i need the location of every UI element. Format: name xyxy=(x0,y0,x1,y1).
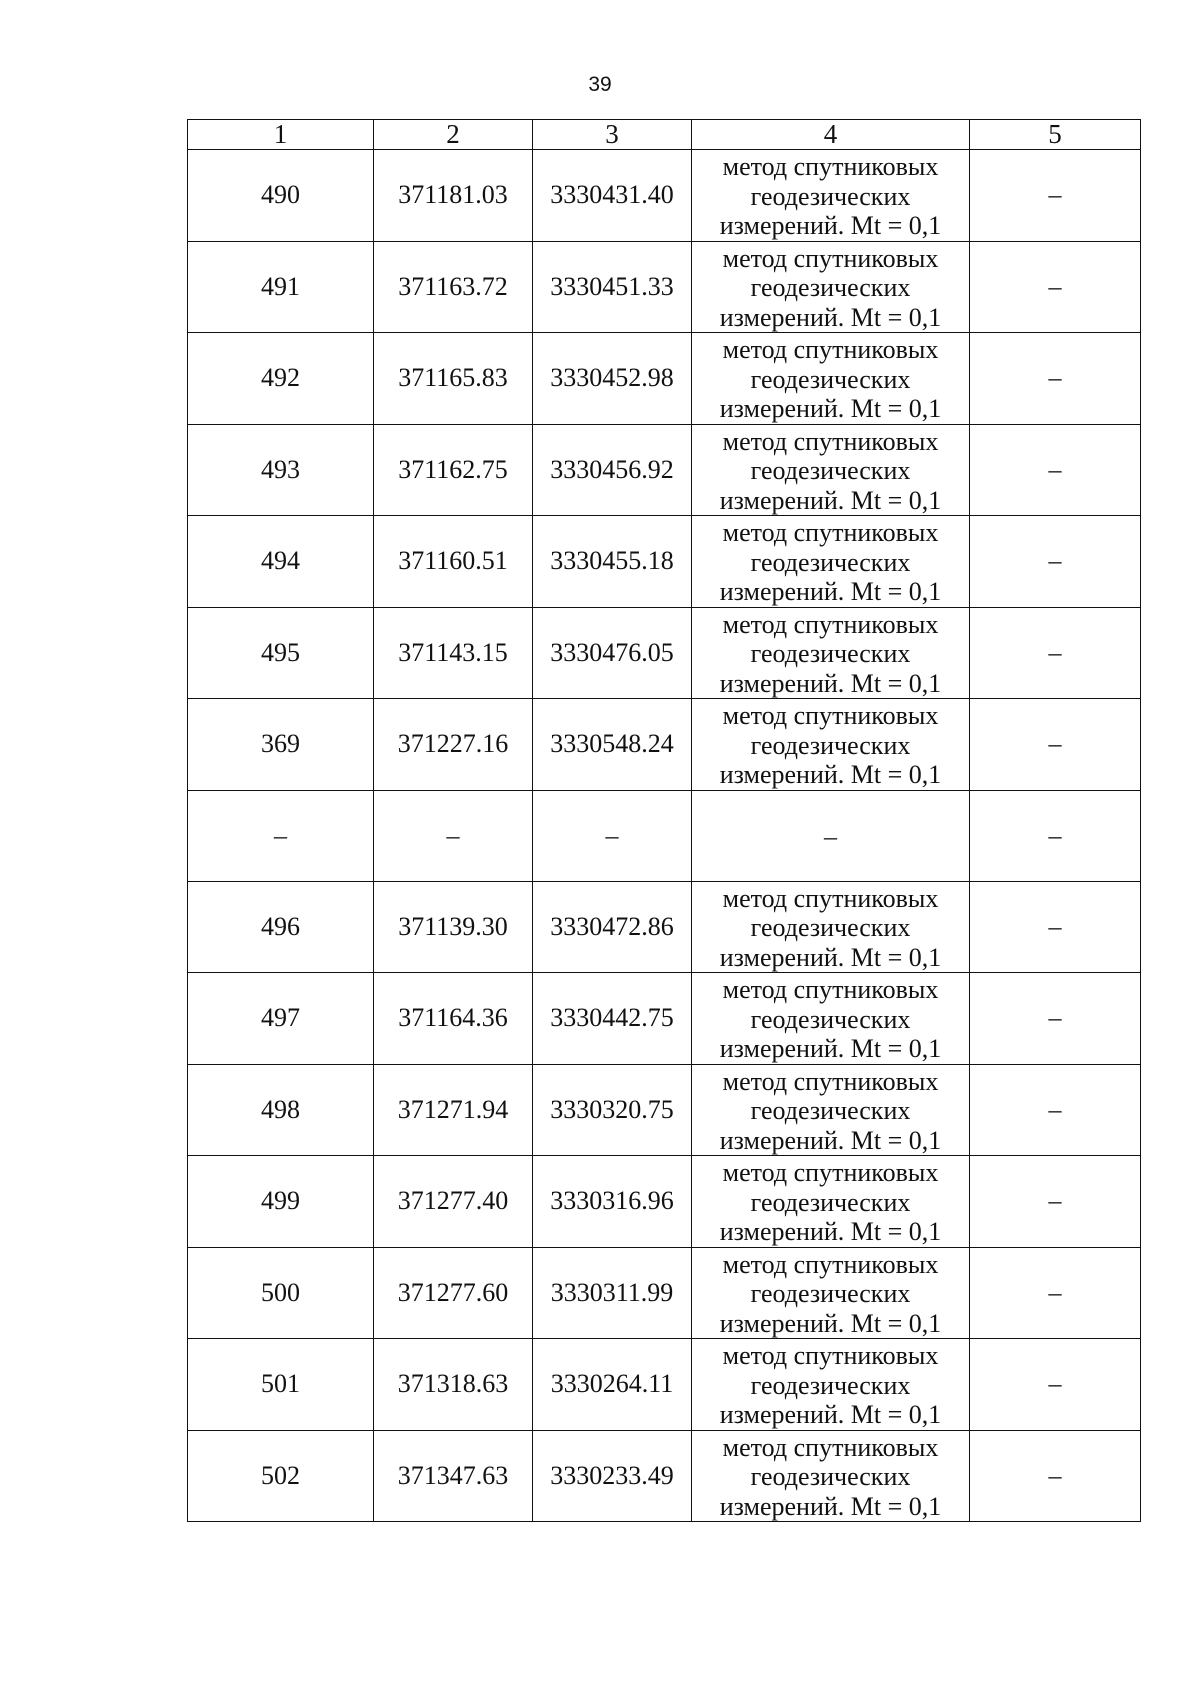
point-number-cell: 493 xyxy=(188,424,374,516)
note-cell: – xyxy=(970,150,1141,242)
x-coordinate-cell: 371160.51 xyxy=(374,516,533,608)
point-number-cell: 490 xyxy=(188,150,374,242)
x-coordinate-cell: 371163.72 xyxy=(374,241,533,333)
column-header-1: 1 xyxy=(188,120,374,150)
note-cell: – xyxy=(970,1339,1141,1431)
note-cell: – xyxy=(970,333,1141,425)
y-coordinate-cell: 3330451.33 xyxy=(533,241,692,333)
point-number-cell: 500 xyxy=(188,1247,374,1339)
note-cell: – xyxy=(970,973,1141,1065)
method-text: метод спутниковых геодезических измерений. Mt = 0,1 xyxy=(719,701,942,789)
table-row xyxy=(188,1156,1141,1248)
note-cell: – xyxy=(970,1064,1141,1156)
method-text: метод спутниковых геодезических измерений. Mt = 0,1 xyxy=(719,1249,942,1338)
method-cell xyxy=(692,790,970,881)
column-header-2: 2 xyxy=(374,120,533,150)
y-coordinate-cell: 3330442.75 xyxy=(533,973,692,1065)
y-coordinate-cell: 3330472.86 xyxy=(533,881,692,973)
table-row xyxy=(188,333,1141,425)
method-cell xyxy=(692,333,970,425)
note-cell: – xyxy=(970,607,1141,699)
point-number-cell: 499 xyxy=(188,1156,374,1248)
table-row xyxy=(188,607,1141,699)
point-number-cell: 369 xyxy=(188,699,374,791)
column-header-4: 4 xyxy=(692,120,970,150)
x-coordinate-cell: 371139.30 xyxy=(374,881,533,973)
column-header-3: 3 xyxy=(533,120,692,150)
method-text: метод спутниковых геодезических измерений. Mt = 0,1 xyxy=(719,426,942,515)
point-number-cell: – xyxy=(188,790,374,881)
table-row xyxy=(188,1430,1141,1522)
table-row xyxy=(188,1247,1141,1339)
table-row xyxy=(188,699,1141,791)
method-text: метод спутниковых геодезических измерений. Mt = 0,1 xyxy=(719,883,942,972)
point-number-cell: 502 xyxy=(188,1430,374,1522)
method-cell xyxy=(692,607,970,699)
note-cell: – xyxy=(970,241,1141,333)
y-coordinate-cell: 3330476.05 xyxy=(533,607,692,699)
method-text: метод спутниковых геодезических измерений. Mt = 0,1 xyxy=(719,518,942,606)
method-text: метод спутниковых геодезических измерений. Mt = 0,1 xyxy=(719,1066,942,1155)
x-coordinate-cell: 371277.40 xyxy=(374,1156,533,1248)
method-text: метод спутниковых геодезических измерений. Mt = 0,1 xyxy=(719,1341,942,1429)
method-text: – xyxy=(824,821,837,851)
y-coordinate-cell: 3330264.11 xyxy=(533,1339,692,1431)
x-coordinate-cell: 371181.03 xyxy=(374,150,533,242)
method-cell xyxy=(692,699,970,791)
y-coordinate-cell: 3330316.96 xyxy=(533,1156,692,1248)
x-coordinate-cell: 371277.60 xyxy=(374,1247,533,1339)
coordinates-table xyxy=(187,119,1141,1522)
x-coordinate-cell: 371165.83 xyxy=(374,333,533,425)
note-cell: – xyxy=(970,1247,1141,1339)
method-text: метод спутниковых геодезических измерений. Mt = 0,1 xyxy=(719,243,942,332)
table-row xyxy=(188,973,1141,1065)
note-cell: – xyxy=(970,699,1141,791)
method-cell xyxy=(692,881,970,973)
y-coordinate-cell: 3330456.92 xyxy=(533,424,692,516)
note-cell: – xyxy=(970,1156,1141,1248)
method-text: метод спутниковых геодезических измерений. Mt = 0,1 xyxy=(719,1432,942,1521)
method-cell xyxy=(692,424,970,516)
page-number: 39 xyxy=(588,73,612,96)
y-coordinate-cell: 3330233.49 xyxy=(533,1430,692,1522)
y-coordinate-cell: 3330452.98 xyxy=(533,333,692,425)
table-row xyxy=(188,150,1141,242)
point-number-cell: 498 xyxy=(188,1064,374,1156)
table-row xyxy=(188,424,1141,516)
point-number-cell: 491 xyxy=(188,241,374,333)
table-row xyxy=(188,1339,1141,1431)
table-row xyxy=(188,790,1141,881)
x-coordinate-cell: 371164.36 xyxy=(374,973,533,1065)
method-cell xyxy=(692,1156,970,1248)
method-cell xyxy=(692,1430,970,1522)
method-cell xyxy=(692,241,970,333)
method-cell xyxy=(692,1064,970,1156)
method-text: метод спутниковых геодезических измерений. Mt = 0,1 xyxy=(719,152,942,240)
point-number-cell: 497 xyxy=(188,973,374,1065)
y-coordinate-cell: 3330311.99 xyxy=(533,1247,692,1339)
x-coordinate-cell: – xyxy=(374,790,533,881)
method-text: метод спутниковых геодезических измерений. Mt = 0,1 xyxy=(719,975,942,1063)
header-row xyxy=(188,120,1141,150)
x-coordinate-cell: 371318.63 xyxy=(374,1339,533,1431)
y-coordinate-cell: – xyxy=(533,790,692,881)
table-header xyxy=(188,120,1141,150)
point-number-cell: 492 xyxy=(188,333,374,425)
method-cell xyxy=(692,1339,970,1431)
y-coordinate-cell: 3330320.75 xyxy=(533,1064,692,1156)
table-row xyxy=(188,1064,1141,1156)
x-coordinate-cell: 371227.16 xyxy=(374,699,533,791)
table-row xyxy=(188,516,1141,608)
y-coordinate-cell: 3330548.24 xyxy=(533,699,692,791)
y-coordinate-cell: 3330455.18 xyxy=(533,516,692,608)
method-cell xyxy=(692,150,970,242)
note-cell: – xyxy=(970,881,1141,973)
table-row xyxy=(188,881,1141,973)
method-text: метод спутниковых геодезических измерений. Mt = 0,1 xyxy=(719,335,942,423)
method-cell xyxy=(692,973,970,1065)
note-cell: – xyxy=(970,1430,1141,1522)
point-number-cell: 494 xyxy=(188,516,374,608)
note-cell: – xyxy=(970,516,1141,608)
note-cell: – xyxy=(970,790,1141,881)
y-coordinate-cell: 3330431.40 xyxy=(533,150,692,242)
method-cell xyxy=(692,1247,970,1339)
table-body xyxy=(188,150,1141,1522)
method-text: метод спутниковых геодезических измерений. Mt = 0,1 xyxy=(719,1158,942,1246)
note-cell: – xyxy=(970,424,1141,516)
x-coordinate-cell: 371347.63 xyxy=(374,1430,533,1522)
x-coordinate-cell: 371143.15 xyxy=(374,607,533,699)
x-coordinate-cell: 371271.94 xyxy=(374,1064,533,1156)
method-text: метод спутниковых геодезических измерений. Mt = 0,1 xyxy=(719,609,942,698)
x-coordinate-cell: 371162.75 xyxy=(374,424,533,516)
point-number-cell: 496 xyxy=(188,881,374,973)
point-number-cell: 501 xyxy=(188,1339,374,1431)
column-header-5: 5 xyxy=(970,120,1141,150)
point-number-cell: 495 xyxy=(188,607,374,699)
table-row xyxy=(188,241,1141,333)
method-cell xyxy=(692,516,970,608)
